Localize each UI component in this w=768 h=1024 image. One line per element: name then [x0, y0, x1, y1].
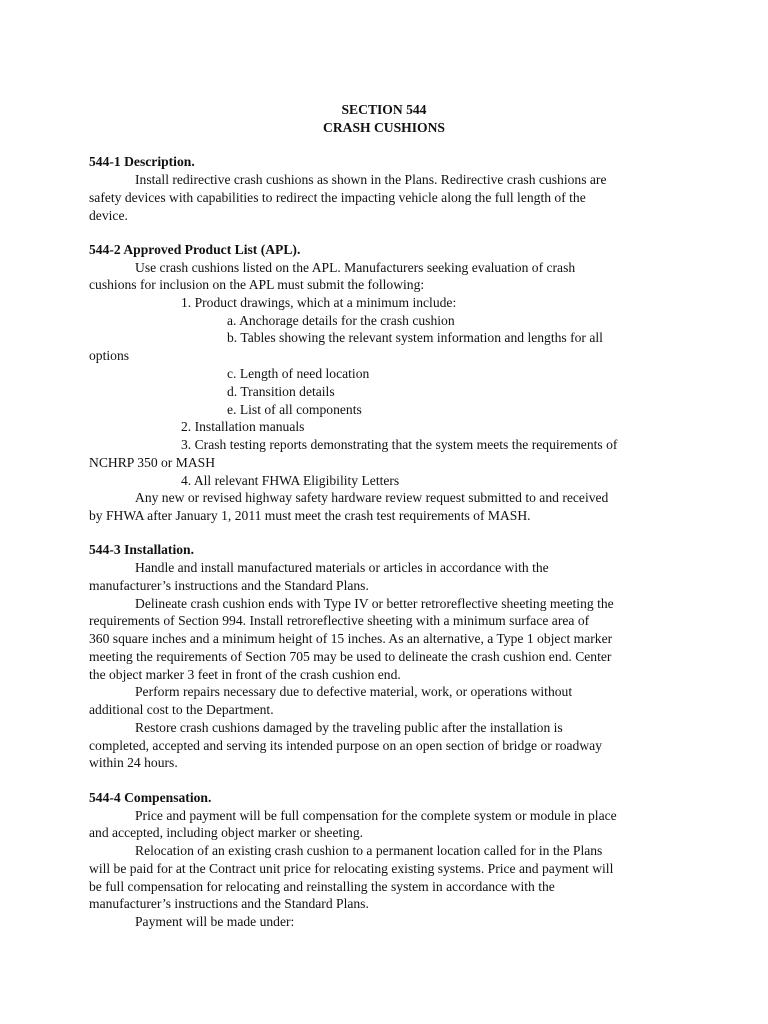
heading-544-2: 544-2 Approved Product List (APL).	[89, 242, 301, 257]
section-title: CRASH CUSHIONS	[323, 120, 445, 135]
text-line: 360 square inches and a minimum height of 15 inches. As an alternative, a Type 1 object marker	[89, 631, 613, 646]
list-item: 2. Installation manuals	[181, 419, 305, 434]
text-line: Any new or revised highway safety hardware review request submitted to and received	[135, 490, 609, 505]
text-line: manufacturer’s instructions and the Standard Plans.	[89, 578, 369, 593]
text-line: manufacturer’s instructions and the Standard Plans.	[89, 896, 369, 911]
text-line: requirements of Section 994. Install retroreflective sheeting with a minimum surface area of	[89, 613, 590, 628]
list-item: 1. Product drawings, which at a minimum include:	[181, 295, 457, 310]
list-item: 4. All relevant FHWA Eligibility Letters	[181, 473, 400, 488]
text-line: Delineate crash cushion ends with Type IV or better retroreflective sheeting meeting the	[135, 596, 614, 611]
text-line: Price and payment will be full compensation for the complete system or module in place	[135, 808, 617, 823]
text-line: and accepted, including object marker or sheeting.	[89, 825, 364, 840]
text-line: completed, accepted and serving its intended purpose on an open section of bridge or roadway	[89, 738, 602, 753]
text-line: within 24 hours.	[89, 755, 178, 770]
list-subitem: c. Length of need location	[227, 366, 370, 381]
text-line: will be paid for at the Contract unit price for relocating existing systems. Price and payment will	[89, 861, 614, 876]
heading-544-1: 544-1 Description.	[89, 154, 195, 169]
section-number: SECTION 544	[341, 102, 427, 117]
text-line: additional cost to the Department.	[89, 702, 274, 717]
text-line: Perform repairs necessary due to defective material, work, or operations without	[135, 684, 573, 699]
text-line: Use crash cushions listed on the APL. Manufacturers seeking evaluation of crash	[135, 260, 576, 275]
text-line: Relocation of an existing crash cushion to a permanent location called for in the Plans	[135, 843, 603, 858]
text-line: cushions for inclusion on the APL must submit the following:	[89, 277, 425, 292]
text-line: Payment will be made under:	[135, 914, 295, 929]
text-line: device.	[89, 208, 128, 223]
text-line: Handle and install manufactured materials or articles in accordance with the	[135, 560, 549, 575]
text-line: be full compensation for relocating and reinstalling the system in accordance with the	[89, 879, 555, 894]
list-subitem: d. Transition details	[227, 384, 335, 399]
list-item: 3. Crash testing reports demonstrating that the system meets the requirements of	[181, 437, 618, 452]
heading-544-4: 544-4 Compensation.	[89, 790, 212, 805]
text-line: Restore crash cushions damaged by the traveling public after the installation is	[135, 720, 563, 735]
text-line: the object marker 3 feet in front of the crash cushion end.	[89, 667, 401, 682]
list-subitem: e. List of all components	[227, 402, 362, 417]
list-subitem: b. Tables showing the relevant system information and lengths for all	[227, 330, 603, 345]
list-subitem-cont: options	[89, 348, 130, 363]
text-line: by FHWA after January 1, 2011 must meet the crash test requirements of MASH.	[89, 508, 531, 523]
heading-544-3: 544-3 Installation.	[89, 542, 194, 557]
text-line: Install redirective crash cushions as shown in the Plans. Redirective crash cushions are	[135, 172, 607, 187]
text-line: safety devices with capabilities to redirect the impacting vehicle along the full length of the	[89, 190, 586, 205]
list-item-cont: NCHRP 350 or MASH	[89, 455, 216, 470]
list-subitem: a. Anchorage details for the crash cushion	[227, 313, 455, 328]
text-line: meeting the requirements of Section 705 may be used to delineate the crash cushion end. Center	[89, 649, 612, 664]
